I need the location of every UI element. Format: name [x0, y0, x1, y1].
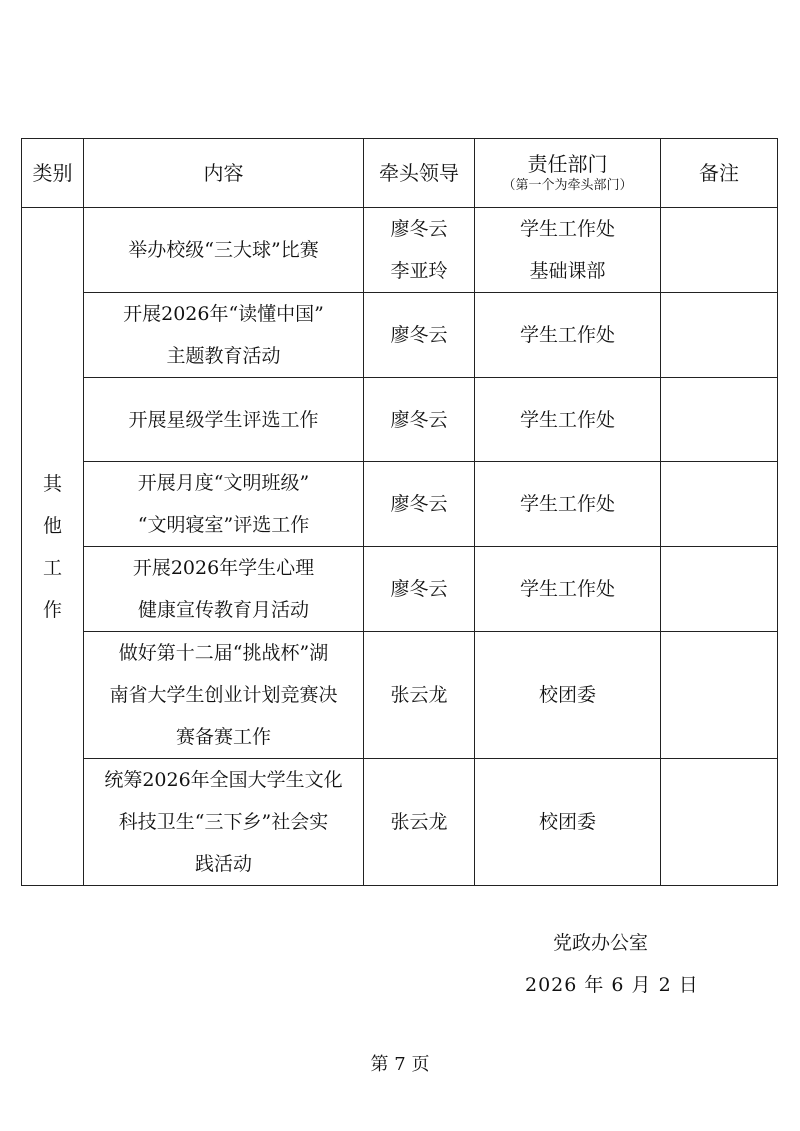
leader-cell: [364, 378, 475, 462]
table-row: [22, 547, 778, 632]
department-cell-line: 学生工作处: [519, 324, 615, 346]
table-row: [22, 293, 778, 378]
signoff-date-text: 2026 年 6 月 2 日: [525, 974, 699, 996]
department-cell-line: 学生工作处: [519, 408, 615, 431]
content-cell: [84, 759, 364, 886]
department-cell-line: 学生工作处: [519, 493, 615, 515]
leader-cell-line: 廖冬云: [390, 324, 448, 346]
leader-cell-line: 廖冬云: [390, 408, 448, 431]
content-cell-line: 南省大学生创业计划竞赛决: [109, 684, 338, 706]
leader-cell: [364, 293, 475, 378]
remarks-cell: [661, 293, 778, 378]
header-department-note: （第一个为牵头部门）: [502, 178, 633, 193]
table-header-row: [22, 139, 778, 208]
leader-cell-line: 廖冬云: [390, 218, 448, 240]
remarks-cell: [661, 208, 778, 293]
leader-cell-line: 张云龙: [390, 684, 448, 706]
department-cell: [475, 759, 661, 886]
signoff-office-text: 党政办公室: [553, 932, 649, 954]
department-cell: [475, 378, 661, 462]
content-cell: [84, 462, 364, 547]
header-content: 内容: [84, 139, 364, 208]
category-char: 工: [42, 556, 62, 579]
leader-cell: [364, 759, 475, 886]
department-cell-line: 学生工作处: [519, 578, 615, 600]
content-cell-line: 开展月度“文明班级”: [137, 472, 310, 494]
content-cell: [84, 547, 364, 632]
department-cell: [475, 547, 661, 632]
leader-cell-line: 李亚玲: [390, 260, 448, 282]
content-cell-line: 健康宣传教育月活动: [137, 599, 309, 621]
content-cell-line: 赛备赛工作: [175, 726, 271, 748]
header-leader: 牵头领导: [364, 139, 475, 208]
content-cell-line: “文明寝室”评选工作: [137, 514, 310, 536]
remarks-cell: [661, 378, 778, 462]
department-cell-line: 学生工作处: [519, 218, 615, 240]
remarks-cell: [661, 462, 778, 547]
header-category: 类别: [22, 139, 84, 208]
header-remarks: 备注: [661, 139, 778, 208]
content-cell: [84, 293, 364, 378]
remarks-cell: [661, 547, 778, 632]
remarks-cell: [661, 759, 778, 886]
content-cell-line: 主题教育活动: [166, 345, 281, 367]
content-cell-line: 践活动: [194, 853, 252, 875]
leader-cell-line: 张云龙: [390, 811, 448, 833]
leader-cell: [364, 462, 475, 547]
department-cell: [475, 462, 661, 547]
table-row: [22, 208, 778, 293]
content-cell-line: 做好第十二届“挑战杯”湖: [118, 642, 329, 664]
page-number: 第 7 页: [370, 1054, 430, 1075]
table-row: [22, 759, 778, 886]
department-cell-line: 校团委: [538, 684, 596, 706]
department-cell: [475, 632, 661, 759]
content-cell: [84, 208, 364, 293]
category-cell: [22, 208, 84, 886]
department-cell: [475, 208, 661, 293]
leader-cell: [364, 632, 475, 759]
content-cell-line: 开展星级学生评选工作: [128, 408, 319, 431]
leader-cell-line: 廖冬云: [390, 493, 448, 515]
department-cell: [475, 293, 661, 378]
header-department-label: 责任部门: [527, 152, 608, 176]
content-cell: [84, 632, 364, 759]
category-char: 作: [42, 598, 62, 621]
work-schedule-table: [21, 138, 778, 886]
content-cell-line: 统筹2026年全国大学生文化: [104, 769, 343, 791]
header-department: [475, 139, 661, 208]
content-cell-line: 科技卫生“三下乡”社会实: [118, 811, 329, 833]
category-char: 他: [42, 514, 62, 537]
content-cell-line: 开展2026年学生心理: [132, 557, 315, 579]
remarks-cell: [661, 632, 778, 759]
category-char: 其: [42, 472, 62, 495]
department-cell-line: 校团委: [538, 811, 596, 833]
department-cell-line: 基础课部: [529, 260, 606, 282]
content-cell: [84, 378, 364, 462]
leader-cell: [364, 208, 475, 293]
table-row: [22, 378, 778, 462]
table-row: [22, 462, 778, 547]
table-row: [22, 632, 778, 759]
content-cell-line: 举办校级“三大球”比赛: [128, 239, 319, 261]
leader-cell-line: 廖冬云: [390, 578, 448, 600]
content-cell-line: 开展2026年“读懂中国”: [123, 303, 324, 325]
leader-cell: [364, 547, 475, 632]
